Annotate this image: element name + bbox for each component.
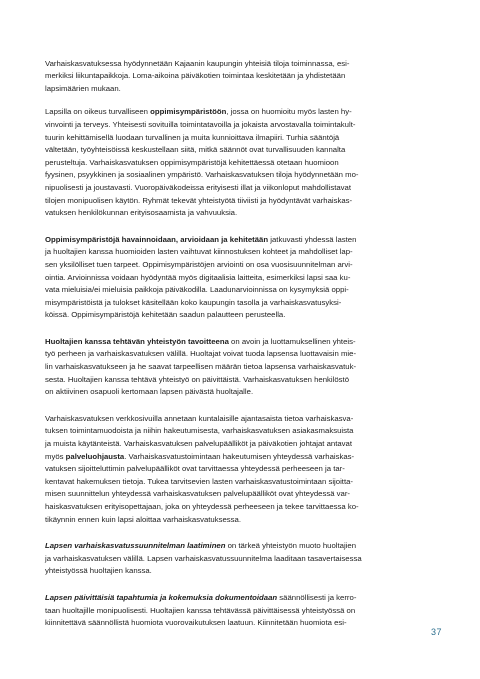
paragraph-text: Varhaiskasvatuksen verkkosivuilla annetaan kuntalaisille ajantasaista tietoa varhaiskasva- tuksen toimintamuodoista ja niihin hakeutumisesta, varhaiskasvatuksen asiakasmaksuista ja muista käytänteistä. Varhaiskasvatuksen palvelupäälliköt ja päiväkotien johtajat antavat myös — [45, 413, 354, 461]
paragraph-facilities — [45, 45, 443, 95]
paragraph-education-plan — [45, 540, 443, 578]
paragraph-text: on avoin ja luottamuksellinen yhteis- työ perheen ja varhaiskasvatuksen välillä. Huoltajat voivat tuoda lapsensa luottavaisin mie- lin varhaiskasvatukseen ja he saavat tarpeellisen määrän tietoa lapsensa varhaiskasvatuk- sesta. Huoltajien kanssa tehtävä yhteistyö on päivittäistä. Varhaiskasvatuksen henkilöstö on aktiivinen osapuoli kertomaan lapsen päivästä huoltajalle. — [45, 336, 357, 397]
paragraph-documentation — [45, 592, 443, 630]
paragraph-text: . Varhaiskasvatustoimintaan hakeutumisen yhteydessä varhaiskas- vatuksen sijoitteluttimin palvelupäälliköt ovat tarvittaessa yhteydessä perheeseen ja tar- kentavat hakemuksen tietoja. Tukea tarvitsevien lasten varhaiskasvatustoimintaan sijoitta- misen suunnittelun yhteydessä varhaiskasvatuksen palvelupäälliköt ovat yhteydessä var- haiskasvatuksen erityisopettajaan, joka on yhteydessä perheeseen ja tekee tarvittaessa ko- tikäynnin ennen kuin lapsi aloittaa varhaiskasvatuksessa. — [45, 451, 359, 524]
paragraph-guardian-cooperation — [45, 336, 443, 399]
emphasis-term: palveluohjausta — [65, 451, 125, 461]
emphasis-term: Lapsen varhaiskasvatussuunnitelman laatiminen — [45, 541, 226, 551]
paragraph-text: säännöllisesti ja kerro- taan huoltajille monipuolisesti. Huoltajien kanssa tehtävässä päivittäisessä yhteistyössä on kiinnitettävä säännöllistä huomiota vuorovaikutuksen laatuun. Kiinnitetään huomiota esi- — [45, 592, 357, 628]
paragraph-text: Lapsilla on oikeus turvalliseen — [45, 107, 151, 117]
emphasis-term: Lapsen päivittäisiä tapahtumia ja kokemuksia dokumentoidaan — [45, 592, 278, 602]
emphasis-term: oppimisympäristöön — [150, 107, 227, 117]
paragraph-service-guidance — [45, 413, 443, 526]
paragraph-evaluation — [45, 234, 443, 322]
document-page — [45, 45, 443, 644]
paragraph-text: jatkuvasti yhdessä lasten ja huoltajien kanssa huomioiden lasten vaihtuvat kiinnostuksen kohteet ja mahdolliset lap- sen yksilölliset tuen tarpeet. Oppimisympäristöjen arviointi on osa vuosisuunnitelman arvi- ointia. Arvioinnissa voidaan hyödyntää myös digitaalisia laitteita, esimerkiksi lapsi saa ku- vata mieluisia/ei mieluisia paikkoja päiväkodilla. Laadunarvioinnissa on kysymyksiä oppi- misympäristöistä ja tulokset käsitellään koko kaupungin tasolla ja varhaiskasvatusyksi- köissä. Oppimisympäristöjä kehitetään saadun palautteen perusteella. — [45, 234, 357, 320]
emphasis-term: Huoltajien kanssa tehtävän yhteistyön tavoitteena — [45, 336, 229, 346]
paragraph-text: Varhaiskasvatuksessa hyödynnetään Kajaanin kaupungin yhteisiä tiloja toiminnassa, esi- merkiksi liikuntapaikkoja. Loma-aikoina päiväkotien toimintaa keskitetään ja yhdistetään lapsimäärien mukaan. — [45, 58, 350, 93]
paragraph-text: on tärkeä yhteistyön muoto huoltajien ja varhaiskasvatuksen välillä. Lapsen varhaiskasvatussuunnitelma laaditaan tasavertaisessa yhteistyössä huoltajien kanssa. — [45, 541, 362, 576]
emphasis-term: Oppimisympäristöjä havainnoidaan, arvioidaan ja kehitetään — [45, 234, 269, 244]
paragraph-text: , jossa on huomioitu myös lasten hy- vinvointi ja terveys. Yhteisesti sovituilla toimintatavoilla ja jokaista arvostavalla toimintakult- tuurin kehittämisellä luodaan turvallinen ja muita kunnioittava ilmapiiri. Turhia sääntöjä vältetään, työyhteisöissä keskustellaan siitä, mitkä säännöt ovat turvallisuuden kannalta perusteltuja. Varhaiskasvatuksen oppimisympäristöjä kehitettäessä otetaan huomioon fyysinen, psyykkinen ja sosiaalinen ympäristö. Varhaiskasvatuksen tiloja hyödynnetään mo- nipuolisesti ja joustavasti. Vuoropäiväkodeissa erityisesti illat ja viikonloput mahdollistavat tilojen monipuolisen käytön. Ryhmät tekevät yhteistyötä tiiviisti ja hyödyntävät varhaiskas- vatuksen henkilökunnan erityisosaamista ja vahvuuksia. — [45, 107, 359, 218]
page-number: 37 — [430, 627, 442, 637]
paragraph-learning-environment — [45, 106, 443, 219]
